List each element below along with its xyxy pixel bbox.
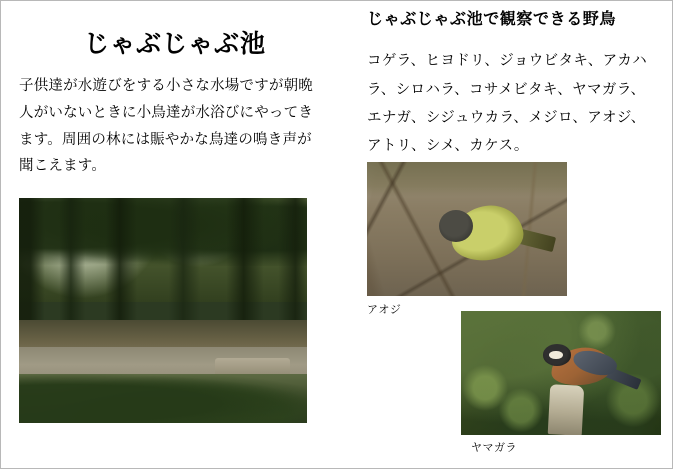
yamagara-photo-caption: ヤマガラ bbox=[471, 442, 517, 454]
pond-photo-foreground bbox=[19, 374, 307, 424]
aoji-photo bbox=[367, 162, 567, 296]
pond-section bbox=[15, 19, 335, 180]
pond-photo bbox=[19, 198, 307, 423]
pond-title: じゃぶじゃぶ池 bbox=[83, 30, 266, 58]
yamagara-photo bbox=[461, 311, 661, 435]
birds-list: コゲラ、ヒヨドリ、ジョウビタキ、アカハラ、シロハラ、コサメビタキ、ヤマガラ、エナガ、シジュウカラ、メジロ、アオジ、アトリ、シメ、カケス。 bbox=[367, 53, 648, 155]
birds-section bbox=[367, 9, 663, 160]
pond-description: 子供達が水遊びをする小さな水場ですが朝晩人がいないときに小鳥達が水浴びにやってきます。周囲の林には賑やかな鳥達の鳴き声が聞こえます。 bbox=[19, 78, 313, 175]
yamagara-photo-perch bbox=[548, 385, 585, 435]
pond-photo-trees bbox=[19, 198, 307, 338]
aoji-photo-caption: アオジ bbox=[367, 304, 402, 316]
birds-title: じゃぶじゃぶ池で観察できる野鳥 bbox=[367, 11, 617, 28]
